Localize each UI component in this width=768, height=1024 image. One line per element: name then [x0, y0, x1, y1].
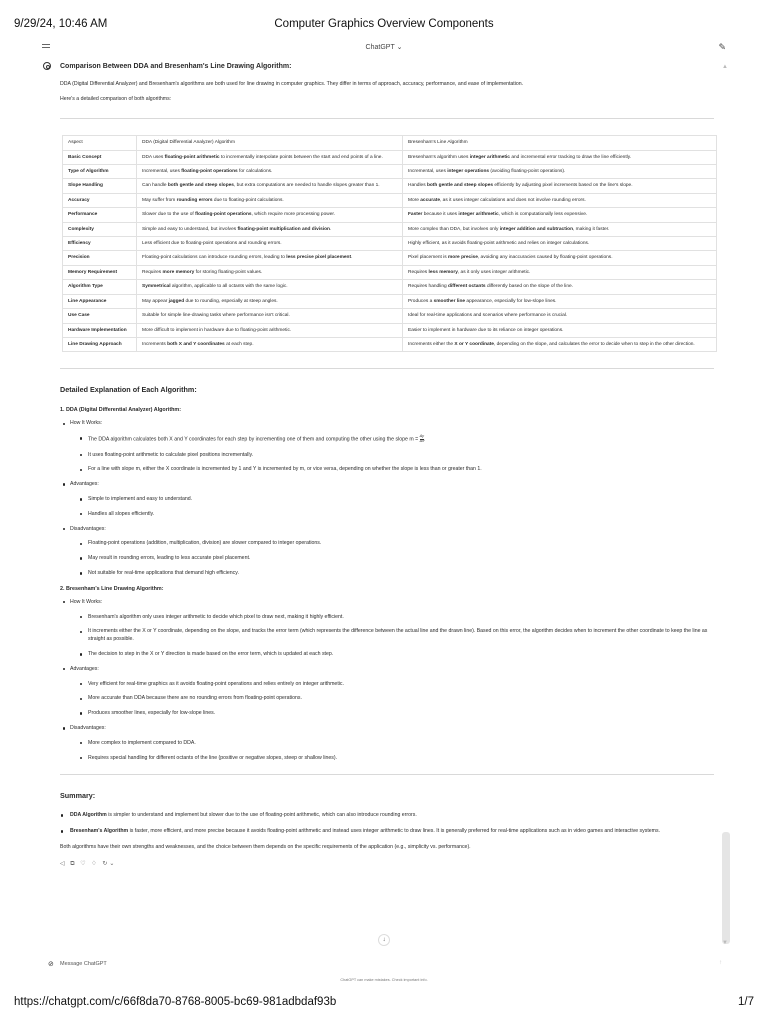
cell-dda: Floating-point calculations can introduce rounding errors, leading to less precise pixel placement.: [137, 251, 403, 265]
chat-message: [60, 60, 714, 869]
list-item: Floating-point operations (addition, multiplication, division) are slower compared to integer operations.: [78, 540, 714, 548]
list-item: Requires special handling for different octants of the line (positive or negative slopes, steep or shallow lines).: [78, 755, 714, 763]
cell-dda: More difficult to implement in hardware due to floating-point arithmetic.: [137, 323, 403, 337]
print-document-title: Computer Graphics Overview Components: [274, 18, 494, 30]
message-actions-icons[interactable]: ◁ ⧉ ♡ ♢ ↻⌄: [60, 860, 117, 867]
chatgpt-avatar-icon: [43, 62, 51, 70]
table-row: [63, 193, 717, 207]
list-item: May result in rounding errors, leading to less accurate pixel placement.: [78, 555, 714, 563]
list-item: Advantages: Very efficient for real-time graphics as it avoids floating-point operations and relies entirely on integer arithmetic. More accurate than DDA because there are no rounding errors from floating-point operations. Produces smoother lines, especially for low-slope lines.: [62, 666, 714, 718]
cell-dda: Can handle both gentle and steep slopes, but extra computations are needed to handle slopes greater than 1.: [137, 179, 403, 193]
cell-aspect: Line Appearance: [63, 294, 137, 308]
cell-dda: Incremental, uses floating-point operations for calculations.: [137, 164, 403, 178]
cell-dda: DDA uses floating-point arithmetic to incrementally interpolate points between the start and end points of a line.: [137, 150, 403, 164]
scroll-to-bottom-button[interactable]: ↓: [378, 934, 390, 946]
table-row: [63, 164, 717, 178]
list-item: For a line with slope m, either the X coordinate is incremented by 1 and Y is incremented by m, or vice versa, depending on whether the slope is less than or greater than 1.: [78, 466, 714, 474]
table-row: [63, 237, 717, 251]
app-header: [40, 40, 728, 58]
cell-bresenham: Highly efficient, as it avoids floating-point arithmetic and relies on integer calculations.: [403, 237, 717, 251]
table-header-row: [63, 136, 717, 150]
list-item: Bresenham's algorithm only uses integer arithmetic to decide which pixel to draw next, making it highly efficient.: [78, 614, 714, 622]
attach-icon[interactable]: ⊘: [48, 961, 54, 968]
cell-aspect: Performance: [63, 208, 137, 222]
cell-aspect: Use Case: [63, 309, 137, 323]
list-item: DDA Algorithm is simpler to understand and implement but slower due to the use of floating-point arithmetic, which can also introduce rounding errors.: [60, 812, 714, 820]
cell-bresenham: Handles both gentle and steep slopes efficiently by adjusting pixel increments based on the line's slope.: [403, 179, 717, 193]
list-item: Simple to implement and easy to understand.: [78, 496, 714, 504]
subheading-bresenham: 2. Bresenham's Line Drawing Algorithm:: [60, 585, 164, 592]
list-item: More accurate than DDA because there are no rounding errors from floating-point operations.: [78, 695, 714, 703]
table-row: [63, 309, 717, 323]
column-header-dda: DDA (Digital Differential Analyzer) Algorithm: [137, 136, 403, 150]
cell-dda: May appear jagged due to rounding, especially at steep angles.: [137, 294, 403, 308]
intro-paragraph: DDA (Digital Differential Analyzer) and Bresenham's algorithms are both used for line drawing in computer graphics. They differ in terms of approach, accuracy, performance, and ease of implementation.: [60, 80, 524, 87]
table-row: [63, 179, 717, 193]
table-row: [63, 265, 717, 279]
cell-bresenham: Increments either the X or Y coordinate, depending on the slope, and calculates the error to decide when to step in the other direction.: [403, 338, 717, 352]
cell-aspect: Hardware Implementation: [63, 323, 137, 337]
cell-aspect: Efficiency: [63, 237, 137, 251]
table-row: [63, 338, 717, 352]
disclaimer-text: ChatGPT can make mistakes. Check important info.: [340, 978, 428, 982]
table-row: [63, 222, 717, 236]
cell-aspect: Slope Handling: [63, 179, 137, 193]
cell-bresenham: Requires less memory, as it only uses integer arithmetic.: [403, 265, 717, 279]
list-item: How It Works: Bresenham's algorithm only uses integer arithmetic to decide which pixel to draw next, making it highly efficient. It increments either the X or Y coordinate, depending on the slope, and tracks the error term (which represents the difference between the actual line and the drawn line). Based on this error, the algorithm decides when to increment the other coordinate to keep the line as straight as possible. The decision to step in the X or Y direction is made based on the error term, which is updated at each step.: [62, 599, 714, 659]
divider: [60, 118, 714, 119]
chevron-down-icon: ⌄: [396, 44, 403, 51]
cell-bresenham: More accurate, as it uses integer calculations and does not involve rounding errors.: [403, 193, 717, 207]
column-header-aspect: Aspect: [63, 136, 137, 150]
cell-bresenham: Incremental, uses integer operations (avoiding floating-point operations).: [403, 164, 717, 178]
cell-dda: May suffer from rounding errors due to floating-point calculations.: [137, 193, 403, 207]
cell-bresenham: Pixel placement is more precise, avoiding any inaccuracies caused by floating-point operations.: [403, 251, 717, 265]
table-row: [63, 150, 717, 164]
column-header-bresenham: Bresenham's Line Algorithm: [403, 136, 717, 150]
print-datetime: 9/29/24, 10:46 AM: [14, 18, 108, 30]
cell-aspect: Accuracy: [63, 193, 137, 207]
model-label: ChatGPT: [365, 44, 395, 51]
scroll-down-arrow-icon[interactable]: ▼: [722, 940, 728, 946]
list-item: Disadvantages: Floating-point operations (addition, multiplication, division) are slower compared to integer operations. May result in rounding errors, leading to less accurate pixel placement. Not suitable for real-time applications that demand high efficiency.: [62, 526, 714, 578]
list-item: Very efficient for real-time graphics as it avoids floating-point operations and relies entirely on integer arithmetic.: [78, 681, 714, 689]
print-url: https://chatgpt.com/c/66f8da70-8768-8005-bc69-981adbdaf93b: [14, 996, 337, 1008]
table-row: [63, 294, 717, 308]
cell-aspect: Type of Algorithm: [63, 164, 137, 178]
list-item: Disadvantages: More complex to implement compared to DDA. Requires special handling for different octants of the line (positive or negative slopes, steep or shallow lines).: [62, 725, 714, 762]
summary-closing: Both algorithms have their own strengths and weaknesses, and the choice between them depends on the specific requirements of the application (e.g., simplicity vs. performance).: [60, 843, 471, 850]
dda-list: [62, 420, 714, 577]
list-item: Bresenham's Algorithm is faster, more efficient, and more precise because it avoids floating-point arithmetic and instead uses integer arithmetic to draw lines. It is generally preferred for real-time applications such as in video games and interactive systems.: [60, 828, 714, 836]
list-item: It increments either the X or Y coordinate, depending on the slope, and tracks the error term (which represents the difference between the actual line and the drawn line). Based on this error, the algorithm decides when to increment the other coordinate to keep the line as straight as possible.: [78, 628, 714, 644]
list-item: How It Works: The DDA algorithm calculates both X and Y coordinates for each step by incrementing one of them and computing the other using the slope m = $\frac{\Delta y}{\Delta x}$ . It uses floating-point arithmetic to calculate pixel positions incrementally. For a line with slope m, either the X coordinate is incremented by 1 and Y is incremented by m, or vice versa, depending on whether the slope is less than or greater than 1.: [62, 420, 714, 474]
list-item: Produces smoother lines, especially for low-slope lines.: [78, 710, 714, 718]
comparison-table: [62, 135, 717, 352]
cell-dda: Simple and easy to understand, but involves floating-point multiplication and division.: [137, 222, 403, 236]
cell-bresenham: Bresenham's algorithm uses integer arithmetic and incremental error tracking to draw the line efficiently.: [403, 150, 717, 164]
cell-aspect: Memory Requirement: [63, 265, 137, 279]
message-action-bar: [60, 860, 714, 869]
cell-aspect: Precision: [63, 251, 137, 265]
cell-bresenham: Produces a smoother line appearance, especially for low-slope lines.: [403, 294, 717, 308]
print-header: [14, 18, 754, 34]
cell-bresenham: Requires handling different octants differently based on the slope of the line.: [403, 280, 717, 294]
composer-input[interactable]: Message ChatGPT: [60, 961, 107, 967]
slope-fraction: $\frac{\Delta y}{\Delta x}$: [419, 434, 425, 443]
cell-bresenham: More complex than DDA, but involves only integer addition and subtraction, making it faster.: [403, 222, 717, 236]
cell-aspect: Line Drawing Approach: [63, 338, 137, 352]
list-item: The decision to step in the X or Y direction is made based on the error term, which is updated at each step.: [78, 651, 714, 659]
cell-dda: Suitable for simple line-drawing tasks where performance isn't critical.: [137, 309, 403, 323]
divider: [60, 368, 714, 369]
cell-dda: Increments both X and Y coordinates at each step.: [137, 338, 403, 352]
summary-list: [60, 812, 714, 836]
print-page-number: 1/7: [738, 996, 754, 1008]
intro-lead-in: Here's a detailed comparison of both algorithms:: [60, 96, 172, 103]
new-chat-edit-icon[interactable]: ✎: [718, 42, 726, 52]
cell-aspect: Algorithm Type: [63, 280, 137, 294]
divider: [60, 774, 714, 775]
table-body: [63, 150, 717, 352]
scrollbar-thumb[interactable]: [722, 832, 730, 944]
cell-bresenham: Ideal for real-time applications and scenarios where performance is crucial.: [403, 309, 717, 323]
section-heading-details: Detailed Explanation of Each Algorithm:: [60, 385, 197, 395]
cell-aspect: Basic Concept: [63, 150, 137, 164]
message-heading: Comparison Between DDA and Bresenham's Line Drawing Algorithm:: [60, 62, 714, 73]
cell-dda: Symmetrical algorithm, applicable to all octants with the same logic.: [137, 280, 403, 294]
table-row: [63, 280, 717, 294]
cell-dda: Requires more memory for storing floating-point values.: [137, 265, 403, 279]
send-arrow-icon[interactable]: ↑: [719, 960, 722, 966]
list-item: Not suitable for real-time applications that demand high efficiency.: [78, 570, 714, 578]
subheading-dda: 1. DDA (Digital Differential Analyzer) Algorithm:: [60, 407, 181, 414]
scroll-up-arrow-icon[interactable]: ▲: [722, 64, 728, 70]
list-item: The DDA algorithm calculates both X and Y coordinates for each step by incrementing one of them and computing the other using the slope m = $\frac{\Delta y}{\Delta x}$ .: [78, 435, 714, 444]
message-composer[interactable]: [44, 958, 724, 972]
table-row: [63, 323, 717, 337]
cell-aspect: Complexity: [63, 222, 137, 236]
cell-dda: Less efficient due to floating-point operations and rounding errors.: [137, 237, 403, 251]
cell-bresenham: Faster because it uses integer arithmetic, which is computationally less expensive.: [403, 208, 717, 222]
model-selector[interactable]: [40, 43, 728, 51]
bresenham-list: [62, 599, 714, 763]
table-row: [63, 208, 717, 222]
print-footer: [14, 996, 754, 1012]
list-item: Advantages: Simple to implement and easy to understand. Handles all slopes efficiently.: [62, 481, 714, 518]
cell-dda: Slower due to the use of floating-point operations, which require more processing power.: [137, 208, 403, 222]
cell-bresenham: Easier to implement in hardware due to its reliance on integer operations.: [403, 323, 717, 337]
list-item: Handles all slopes efficiently.: [78, 511, 714, 519]
table-row: [63, 251, 717, 265]
list-item: More complex to implement compared to DDA.: [78, 740, 714, 748]
list-item: It uses floating-point arithmetic to calculate pixel positions incrementally.: [78, 452, 714, 460]
section-heading-summary: Summary:: [60, 791, 96, 801]
